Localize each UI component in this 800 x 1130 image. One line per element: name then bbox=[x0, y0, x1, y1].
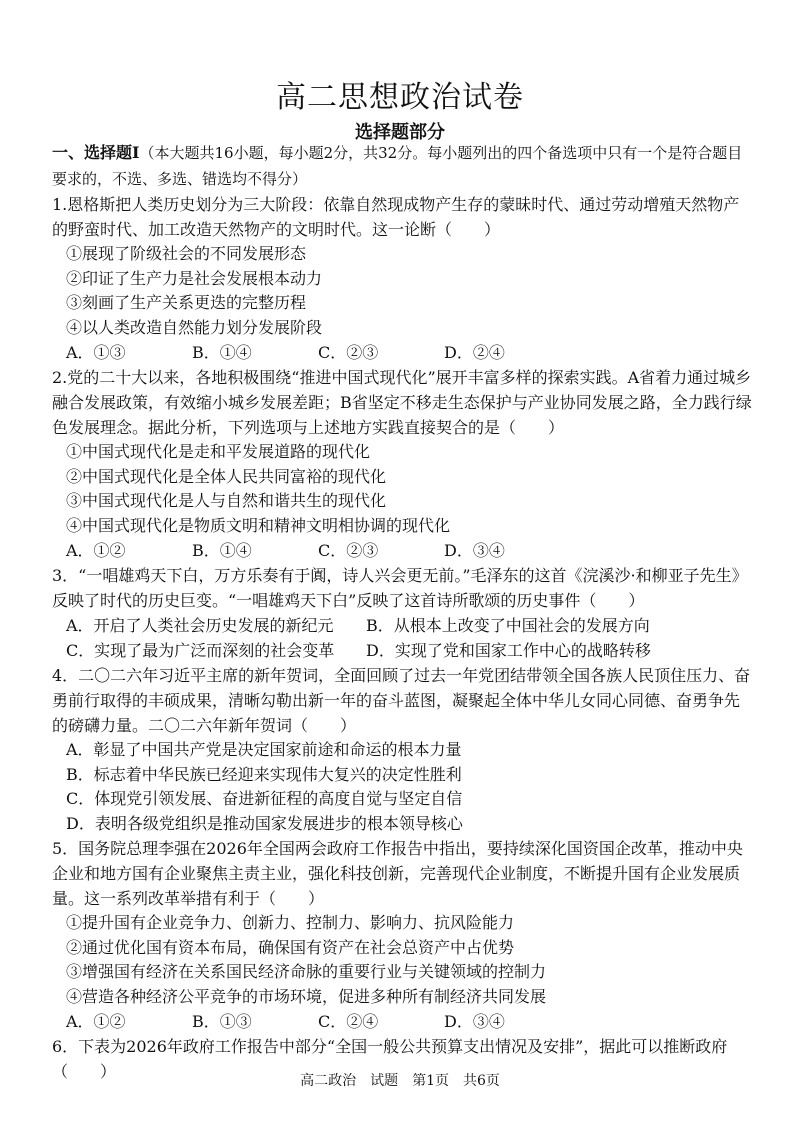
question-5-item: ②通过优化国有资本布局，确保国有资产在社会总资产中占优势 bbox=[66, 937, 515, 957]
choice-b: B．标志着中华民族已经迎来实现伟大复兴的决定性胜利 bbox=[66, 764, 462, 784]
choice-a: A．①② bbox=[66, 541, 126, 560]
choice-d: D．实现了党和国家工作中心的战略转移 bbox=[366, 641, 651, 660]
choice-b: B．①③ bbox=[192, 1012, 252, 1031]
question-5-item: ③增强国有经济在关系国民经济命脉的重要行业与关键领域的控制力 bbox=[66, 962, 547, 981]
choice-a: A．①③ bbox=[66, 343, 126, 362]
choice-a: A．彰显了中国共产党是决定国家前途和命运的根本力量 bbox=[66, 740, 462, 759]
section-heading bbox=[52, 140, 752, 192]
question-5-choices bbox=[66, 1009, 752, 1034]
section-subtitle: 选择题部分 bbox=[355, 122, 445, 143]
question-2-item: ③中国式现代化是人与自然和谐共生的现代化 bbox=[66, 491, 387, 510]
question-2-item: ④中国式现代化是物质文明和精神文明相协调的现代化 bbox=[66, 515, 451, 535]
choice-d: D．②④ bbox=[444, 343, 505, 362]
question-1-item: ④以人类改造自然能力划分发展阶段 bbox=[66, 317, 323, 337]
choice-d: D．表明各级党组织是推动国家发展进步的根本领导核心 bbox=[66, 813, 463, 833]
choice-d: D．③④ bbox=[444, 541, 505, 560]
question-1-item: ①展现了阶级社会的不同发展形态 bbox=[66, 244, 307, 263]
choice-c: C．体现党引领发展、奋进新征程的高度自觉与坚定自信 bbox=[66, 789, 463, 808]
question-2-choices bbox=[66, 538, 752, 563]
question-3-choices-cd bbox=[66, 638, 752, 663]
question-6-stem: 6．下表为2026年政府工作报告中部分“全国一般公共预算支出情况及安排”，据此可以推断政府（ ） bbox=[52, 1037, 728, 1081]
question-2-stem: 2.党的二十大以来，各地积极围绕“推进中国式现代化”展开丰富多样的探索实践。A省着力通过城乡融合发展政策，有效缩小城乡发展差距；B省坚定不移走生态保护与产业协同发展之路，全力践行绿色发展理念。据此分析，下列选项与上述地方实践直接契合的是（ ） bbox=[52, 368, 752, 437]
question-5-item: ④营造各种经济公平竞争的市场环境，促进多种所有制经济共同发展 bbox=[66, 986, 547, 1006]
question-1-item: ③刻画了生产关系更迭的完整历程 bbox=[66, 293, 307, 312]
page-title: 高二思想政治试卷 bbox=[276, 80, 524, 115]
choice-b: B．①④ bbox=[192, 343, 252, 362]
question-5-stem: 5．国务院总理李强在2026年全国两会政府工作报告中指出，要持续深化国资国企改革，推动中央企业和地方国有企业聚焦主责主业，强化科技创新，完善现代企业制度，不断提升国有企业发展质量。这一系列改革举措有利于（ ） bbox=[52, 839, 743, 908]
choice-c: C．②③ bbox=[318, 541, 379, 560]
choice-c: C．②④ bbox=[318, 1012, 379, 1031]
question-5-item: ①提升国有企业竞争力、创新力、控制力、影响力、抗风险能力 bbox=[66, 913, 515, 932]
exam-content bbox=[52, 140, 752, 1084]
choice-b: B．①④ bbox=[192, 541, 252, 560]
question-3-stem: 3．“一唱雄鸡天下白，万方乐奏有于阗，诗人兴会更无前。”毛泽东的这首《浣溪沙·和柳亚子先生》反映了时代的历史巨变。“一唱雄鸡天下白”反映了这首诗所歌颂的历史事件（ ） bbox=[52, 566, 748, 610]
question-2-item: ①中国式现代化是走和平发展道路的现代化 bbox=[66, 442, 371, 461]
question-1-stem: 1.恩格斯把人类历史划分为三大阶段：依靠自然现成物产生存的蒙昧时代、通过劳动增殖天然物产的野蛮时代、加工改造天然物产的文明时代。这一论断（ ） bbox=[52, 195, 740, 239]
choice-a: A．开启了人类社会历史发展的新纪元 bbox=[66, 616, 334, 635]
section-instructions: （本大题共16小题，每小题2分，共32分。每小题列出的四个备选项中只有一个是符合题目要求的，不选、多选、错选均不得分） bbox=[52, 144, 743, 188]
choice-a: A．①② bbox=[66, 1012, 126, 1031]
question-2-item: ②中国式现代化是全体人民共同富裕的现代化 bbox=[66, 466, 387, 486]
question-1-item: ②印证了生产力是社会发展根本动力 bbox=[66, 268, 323, 288]
choice-b: B．从根本上改变了中国社会的发展方向 bbox=[366, 616, 650, 635]
choice-c: C．②③ bbox=[318, 343, 379, 362]
question-3-choices-ab bbox=[66, 613, 752, 638]
question-4-stem: 4．二〇二六年习近平主席的新年贺词，全面回顾了过去一年党团结带领全国各族人民顶住压力、奋勇前行取得的丰硕成果，清晰勾勒出新一年的奋斗蓝图，凝聚起全体中华儿女同心同德、奋勇争先的磅礴力量。二〇二六年新年贺词（ ） bbox=[52, 666, 751, 735]
choice-c: C．实现了最为广泛而深刻的社会变革 bbox=[66, 641, 335, 660]
question-1-choices bbox=[66, 340, 752, 365]
choice-d: D．③④ bbox=[444, 1012, 505, 1031]
page-footer: 高二政治 试题 第1页 共6页 bbox=[300, 1073, 500, 1089]
section-heading-label: 一、选择题Ⅰ bbox=[52, 143, 140, 162]
